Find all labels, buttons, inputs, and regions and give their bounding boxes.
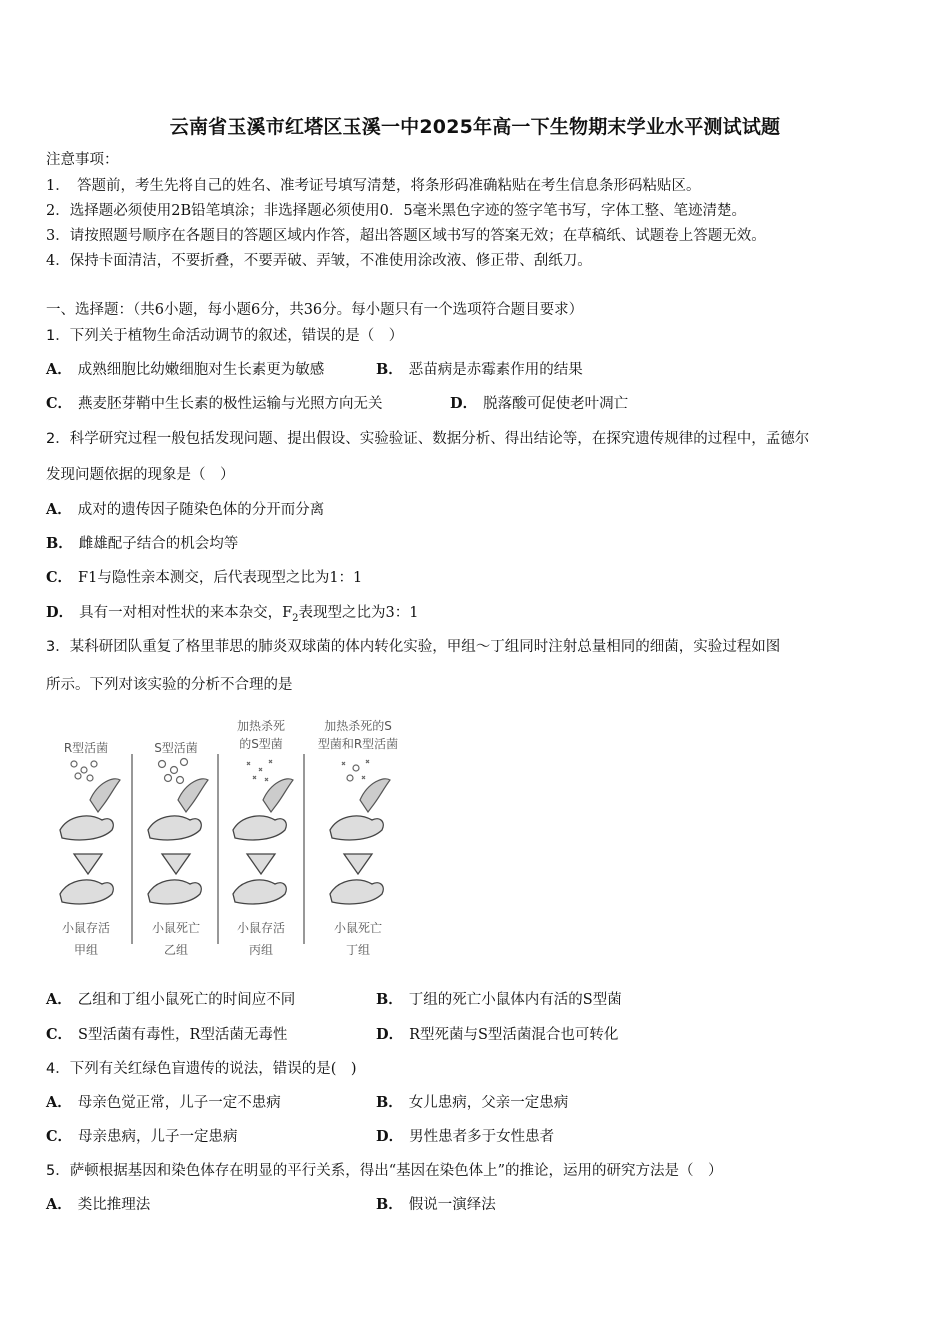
notice-item-3: 3．请按照题号顺序在各题目的答题区域内作答，超出答题区域书写的答案无效；在草稿纸、试题卷上答题无效。 (46, 228, 766, 244)
option-text: 假说一演绎法 (408, 1197, 496, 1213)
q4-option-c[interactable] (46, 1127, 238, 1147)
question-5-stem (46, 1161, 723, 1181)
option-subscript: 2 (292, 612, 299, 624)
q5-option-a[interactable] (46, 1195, 150, 1215)
question-4-stem (46, 1059, 357, 1079)
group-label-2: 乙组 (163, 943, 189, 957)
mouse-icon (233, 880, 286, 904)
q1-option-b[interactable] (376, 360, 583, 380)
question-number: 3． (46, 639, 70, 655)
question-2-stem-line1 (46, 429, 809, 449)
notice-item-2: 2．选择题必须使用2B铅笔填涂；非选择题必须使用0．5毫米黑色字迹的签字笔书写，字体工整、笔迹清楚。 (46, 203, 747, 219)
column-header-3-line2: 的S型菌 (239, 737, 283, 751)
arrow-down-icon (247, 854, 275, 874)
mouse-icon (148, 816, 201, 840)
mouse-icon (233, 816, 286, 840)
syringe-icon (360, 779, 390, 812)
q2-option-a[interactable] (46, 500, 324, 520)
option-label: D． (376, 1026, 404, 1043)
option-text: 丁组的死亡小鼠体内有活的S型菌 (408, 992, 622, 1008)
mouse-icon (148, 880, 201, 904)
option-label: C． (46, 1128, 73, 1145)
question-text: 下列关于植物生命活动调节的叙述，错误的是（ ） (69, 328, 404, 344)
option-text: 母亲患病，儿子一定患病 (78, 1129, 238, 1145)
option-text: 恶苗病是赤霉素作用的结果 (408, 362, 583, 378)
column-illustration-4 (330, 760, 390, 904)
q1-option-d[interactable] (450, 394, 628, 414)
option-label: A． (46, 1196, 72, 1213)
question-number: 5． (46, 1163, 70, 1179)
option-label: B． (376, 991, 403, 1008)
option-text: R型死菌与S型活菌混合也可转化 (409, 1027, 619, 1043)
option-label: A． (46, 501, 72, 518)
option-label: B． (46, 535, 73, 552)
option-text: 乙组和丁组小鼠死亡的时间应不同 (77, 992, 296, 1008)
bacteria-icon (159, 759, 188, 784)
column-header-3-line1: 加热杀死 (236, 719, 286, 733)
q3-option-b[interactable] (376, 990, 622, 1010)
arrow-down-icon (344, 854, 372, 874)
notice-item-1: 1． 答题前，考生先将自己的姓名、准考证号填写清楚，将条形码准确粘贴在考生信息条形码粘贴区。 (46, 178, 701, 194)
column-header-1: R型活菌 (63, 741, 109, 755)
experiment-figure (46, 712, 426, 962)
question-number: 1． (46, 328, 70, 344)
bacteria-icon (247, 760, 272, 781)
column-header-2: S型活菌 (154, 741, 198, 755)
bacteria-icon (71, 761, 97, 781)
option-label: A． (46, 361, 72, 378)
question-text: 科学研究过程一般包括发现问题、提出假设、实验验证、数据分析、得出结论等，在探究遗传规律的过程中，孟德尔 (69, 431, 810, 447)
q5-option-b[interactable] (376, 1195, 496, 1215)
syringe-icon (90, 779, 120, 812)
result-label-2: 小鼠死亡 (151, 921, 201, 935)
option-label: A． (46, 1094, 72, 1111)
q2-option-d[interactable] (46, 603, 418, 629)
mouse-icon (60, 880, 113, 904)
option-label: A． (46, 991, 72, 1008)
q3-option-a[interactable] (46, 990, 295, 1010)
page-title: 云南省玉溪市红塔区玉溪一中2025年高一下生物期末学业水平测试试题 (169, 116, 781, 138)
q1-option-c[interactable] (46, 394, 383, 414)
syringe-icon (263, 779, 293, 812)
question-text: 下列有关红绿色盲遗传的说法，错误的是( ) (69, 1061, 357, 1077)
result-label-1: 小鼠存活 (61, 921, 111, 935)
column-illustration-3 (233, 760, 293, 904)
mouse-icon (330, 880, 383, 904)
option-label: B． (376, 1196, 403, 1213)
q4-option-b[interactable] (376, 1093, 568, 1113)
question-1-stem (46, 326, 403, 346)
column-illustration-1 (60, 761, 120, 904)
group-label-1: 甲组 (73, 943, 99, 957)
option-text: 燕麦胚芽鞘中生长素的极性运输与光照方向无关 (78, 396, 383, 412)
question-3-stem-line2: 所示。下列对该实验的分析不合理的是 (46, 677, 293, 693)
question-number: 2． (46, 431, 70, 447)
column-illustration-2 (148, 759, 208, 904)
syringe-icon (178, 779, 208, 812)
option-label: C． (46, 395, 73, 412)
q2-option-b[interactable] (46, 534, 238, 554)
option-label: C． (46, 569, 73, 586)
question-number: 4． (46, 1061, 70, 1077)
mouse-icon (330, 816, 383, 840)
option-text-post: 表现型之比为3：1 (298, 605, 419, 621)
option-label: D． (450, 395, 478, 412)
q3-option-d[interactable] (376, 1025, 618, 1045)
option-text-pre: 具有一对相对性状的来本杂交，F (79, 605, 293, 621)
option-text: 雌雄配子结合的机会均等 (78, 536, 239, 552)
option-text: 成熟细胞比幼嫩细胞对生长素更为敏感 (77, 362, 325, 378)
group-label-4: 丁组 (345, 943, 371, 957)
option-text: 母亲色觉正常，儿子一定不患病 (77, 1095, 281, 1111)
q4-option-a[interactable] (46, 1093, 281, 1113)
option-label: C． (46, 1026, 73, 1043)
mouse-icon (60, 816, 113, 840)
q2-option-c[interactable] (46, 568, 362, 588)
arrow-down-icon (162, 854, 190, 874)
option-text: 成对的遗传因子随染色体的分开而分离 (77, 502, 325, 518)
option-text: F1与隐性亲本测交，后代表现型之比为1：1 (78, 570, 363, 586)
bacteria-icon (342, 760, 369, 781)
column-header-4-line2: 型菌和R型活菌 (317, 737, 399, 751)
option-text: 男性患者多于女性患者 (409, 1129, 555, 1145)
group-label-3: 丙组 (248, 943, 274, 957)
option-text: 女儿患病，父亲一定患病 (408, 1095, 569, 1111)
notice-item-4: 4．保持卡面清洁，不要折叠，不要弄破、弄皱，不准使用涂改液、修正带、刮纸刀。 (46, 253, 592, 269)
section-heading: 一、选择题：（共6小题，每小题6分，共36分。每小题只有一个选项符合题目要求） (46, 302, 584, 318)
option-text: S型活菌有毒性，R型活菌无毒性 (78, 1027, 288, 1043)
option-label: D． (46, 604, 74, 621)
option-label: B． (376, 361, 403, 378)
question-text: 某科研团队重复了格里菲思的肺炎双球菌的体内转化实验，甲组～丁组同时注射总量相同的细菌，实验过程如图 (69, 639, 781, 655)
question-text: 萨顿根据基因和染色体存在明显的平行关系，得出“基因在染色体上”的推论，运用的研究方法是（ ） (69, 1163, 723, 1179)
question-3-stem-line1 (46, 637, 780, 657)
option-label: B． (376, 1094, 403, 1111)
result-label-3: 小鼠存活 (236, 921, 286, 935)
question-2-stem-line2: 发现问题依据的现象是（ ） (46, 467, 235, 483)
q3-option-c[interactable] (46, 1025, 287, 1045)
option-text: 脱落酸可促使老叶凋亡 (483, 396, 629, 412)
notice-heading: 注意事项： (46, 152, 119, 168)
result-label-4: 小鼠死亡 (333, 921, 383, 935)
option-text: 类比推理法 (77, 1197, 151, 1213)
option-label: D． (376, 1128, 404, 1145)
column-header-4-line1: 加热杀死的S (324, 719, 392, 733)
q4-option-d[interactable] (376, 1127, 554, 1147)
arrow-down-icon (74, 854, 102, 874)
q1-option-a[interactable] (46, 360, 324, 380)
